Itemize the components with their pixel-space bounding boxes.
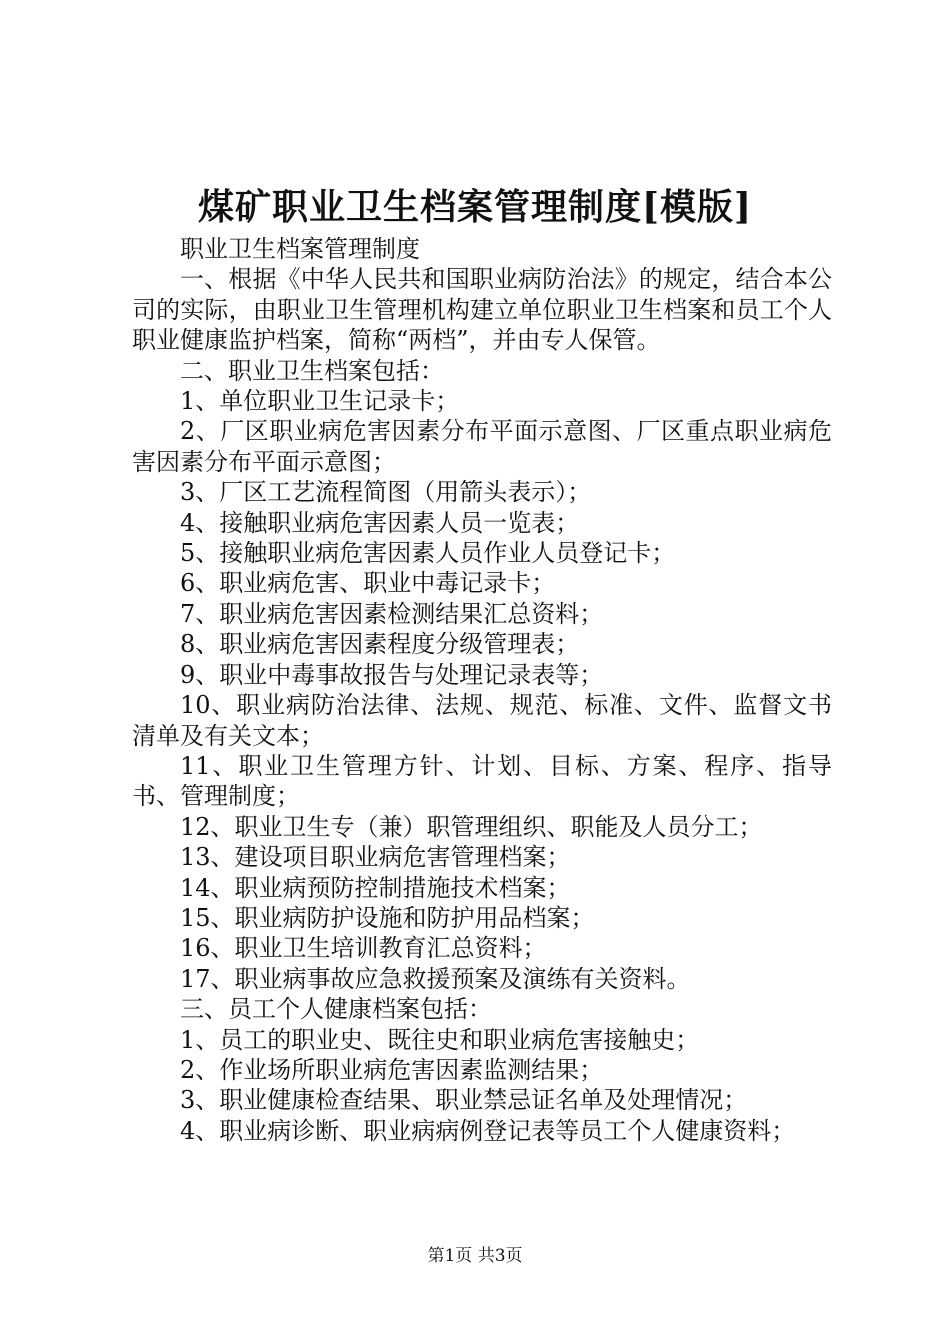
paragraph: 职业卫生档案管理制度 [180, 235, 420, 263]
paragraph: 一、根据《中华人民共和国职业病防治法》的规定，结合本公司的实际，由职业卫生管理机构建立单位职业卫生档案和员工个人职业健康监护档案，简称“两档”，并由专人保管。 [132, 265, 832, 355]
list-item: 9、职业中毒事故报告与处理记录表等； [180, 660, 604, 689]
paragraph: 二、职业卫生档案包括： [180, 356, 444, 385]
list-item: 7、职业病危害因素检测结果汇总资料； [180, 599, 604, 628]
list-item: 2、作业场所职业病危害因素监测结果； [180, 1055, 604, 1084]
list-item: 3、职业健康检查结果、职业禁忌证名单及处理情况； [180, 1086, 748, 1115]
page-indicator: 第1页 共3页 [427, 1246, 523, 1266]
list-item: 14、职业病预防控制措施技术档案； [180, 873, 571, 902]
list-item: 15、职业病防护设施和防护用品档案； [180, 903, 595, 932]
list-item: 4、接触职业病危害因素人员一览表； [180, 508, 580, 537]
list-item: 8、职业病危害因素程度分级管理表； [180, 630, 580, 659]
list-item: 17、职业病事故应急救援预案及演练有关资料。 [180, 964, 691, 993]
list-item: 5、接触职业病危害因素人员作业人员登记卡； [180, 539, 676, 568]
document-title: 煤矿职业卫生档案管理制度[模版] [197, 186, 753, 228]
list-item: 16、职业卫生培训教育汇总资料； [180, 934, 547, 963]
list-item: 10、职业病防治法律、法规、规范、标准、文件、监督文书清单及有关文本； [132, 691, 832, 750]
list-item: 1、单位职业卫生记录卡； [180, 387, 460, 416]
document-body [132, 234, 832, 1146]
list-item: 3、厂区工艺流程简图（用箭头表示）； [180, 478, 592, 507]
list-item: 12、职业卫生专（兼）职管理组织、职能及人员分工； [180, 812, 763, 841]
list-item: 6、职业病危害、职业中毒记录卡； [180, 569, 556, 598]
list-item: 11、职业卫生管理方针、计划、目标、方案、程序、指导书、管理制度； [132, 751, 832, 811]
page-footer [0, 1244, 950, 1268]
list-item: 13、建设项目职业病危害管理档案； [180, 843, 571, 872]
list-item: 4、职业病诊断、职业病病例登记表等员工个人健康资料； [180, 1116, 796, 1145]
list-item: 2、厂区职业病危害因素分布平面示意图、厂区重点职业病危害因素分布平面示意图； [132, 417, 832, 476]
list-item: 1、员工的职业史、既往史和职业病危害接触史； [180, 1025, 700, 1054]
section-heading: 三、员工个人健康档案包括： [180, 995, 492, 1024]
